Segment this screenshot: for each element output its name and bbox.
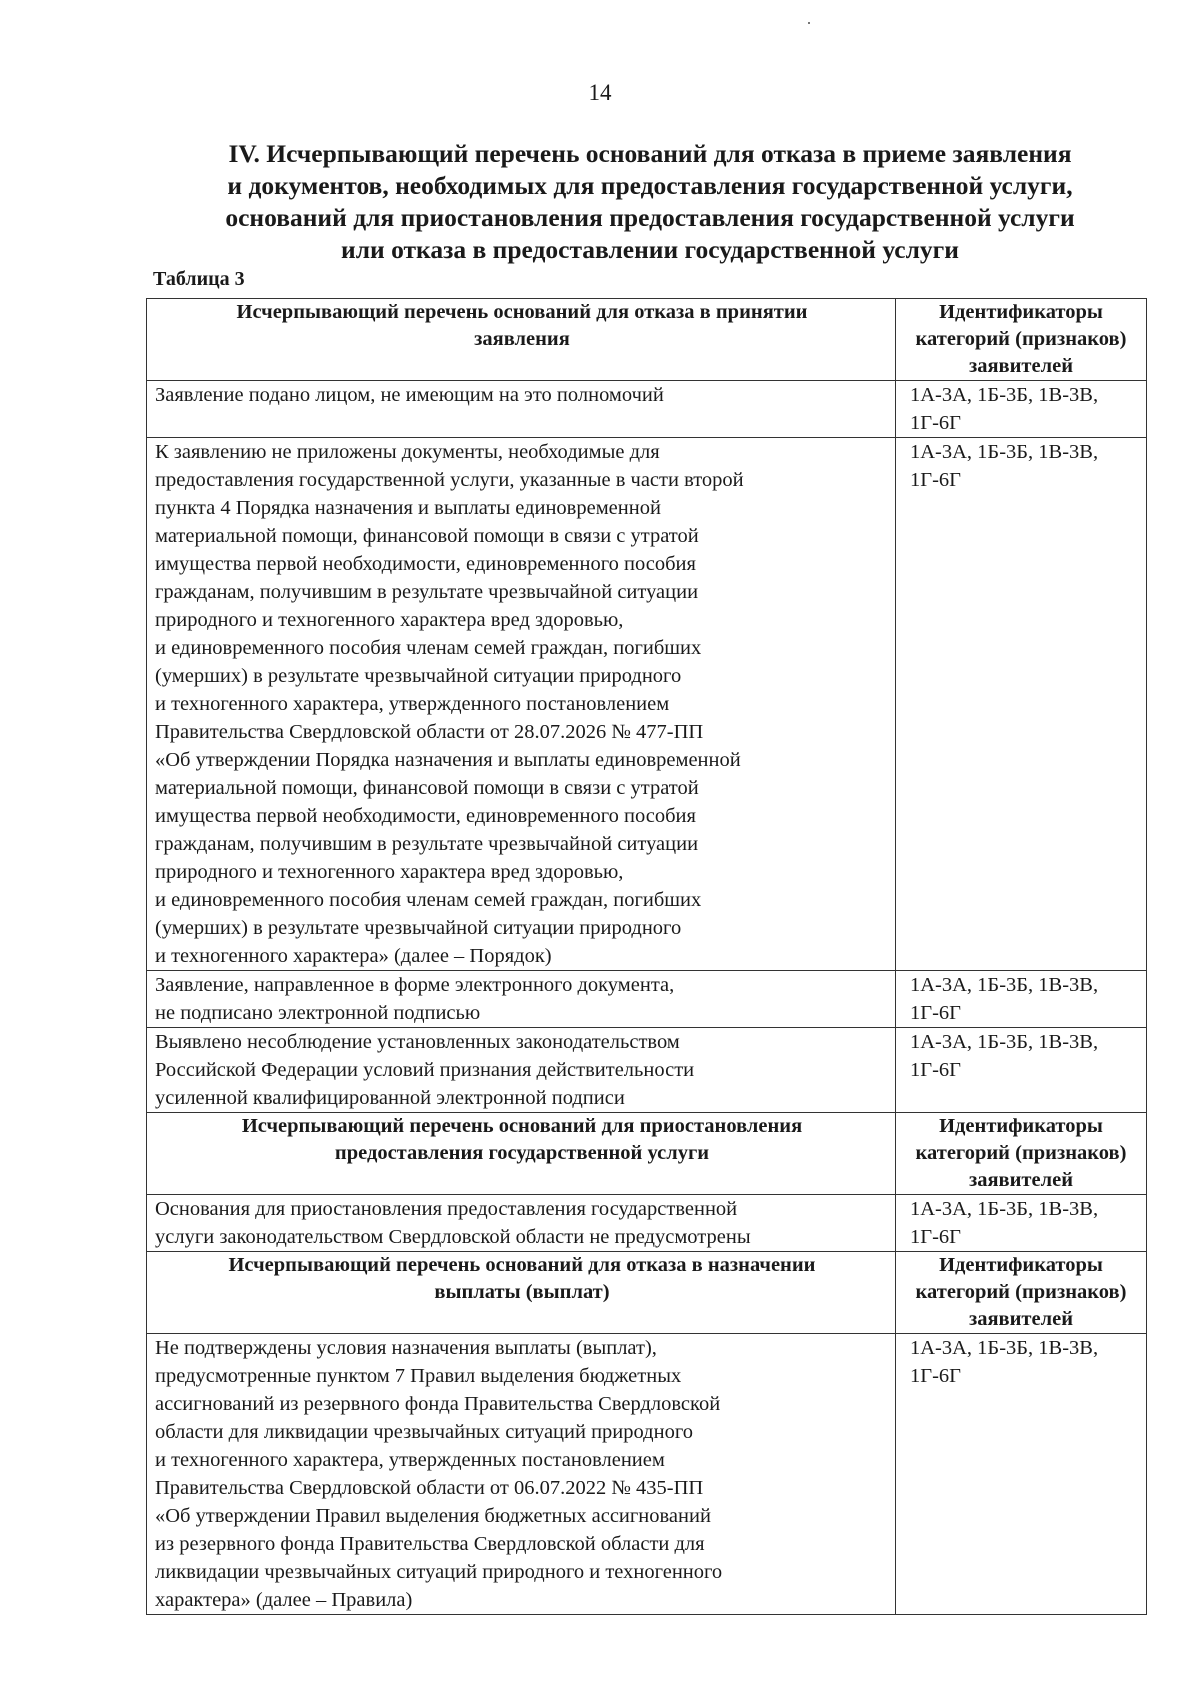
applicant-identifiers-line: 1Г-6Г xyxy=(910,1365,962,1387)
section-heading-line: выплаты (выплат) xyxy=(434,1281,610,1303)
identifiers-heading-line: категорий (признаков) xyxy=(915,328,1127,350)
scan-speck xyxy=(808,22,810,24)
identifiers-heading-line: заявителей xyxy=(968,355,1074,377)
ground-text-line: услуги законодательством Свердловской области не предусмотрены xyxy=(155,1226,751,1248)
section-title-line: и документов, необходимых для предоставления государственной услуги, xyxy=(227,171,1073,200)
applicant-identifiers-line: 1Г-6Г xyxy=(910,1226,962,1248)
ground-text-line: материальной помощи, финансовой помощи в связи с утратой xyxy=(155,777,699,799)
applicant-identifiers-line: 1Г-6Г xyxy=(910,1059,962,1081)
applicant-identifiers-line: 1А-3А, 1Б-3Б, 1В-3В, xyxy=(910,1198,1099,1220)
section-heading xyxy=(147,1113,896,1195)
table-row xyxy=(147,1028,1147,1113)
applicant-identifiers-line: 1Г-6Г xyxy=(910,1002,962,1024)
ground-text-line: «Об утверждении Правил выделения бюджетных ассигнований xyxy=(155,1505,711,1527)
section-header-row xyxy=(147,1113,1147,1195)
ground-text-line: материальной помощи, финансовой помощи в связи с утратой xyxy=(155,525,699,547)
ground-text-line: и техногенного характера» (далее – Порядок) xyxy=(155,945,552,967)
identifiers-heading-line: заявителей xyxy=(968,1308,1074,1330)
ground-text xyxy=(147,1334,896,1615)
ground-text-line: и единовременного пособия членам семей граждан, погибших xyxy=(155,889,702,911)
ground-text-line: (умерших) в результате чрезвычайной ситуации природного xyxy=(155,917,682,939)
ground-text xyxy=(147,438,896,971)
ground-text-line: природного и техногенного характера вред здоровью, xyxy=(155,861,624,883)
section-heading-line: Исчерпывающий перечень оснований для приостановления xyxy=(241,1115,803,1137)
ground-text-line: из резервного фонда Правительства Свердловской области для xyxy=(155,1533,705,1555)
identifiers-heading-line: Идентификаторы xyxy=(939,301,1103,323)
ground-text-line: Не подтверждены условия назначения выплаты (выплат), xyxy=(155,1337,657,1359)
table-row xyxy=(147,438,1147,971)
ground-text-line: пункта 4 Порядка назначения и выплаты единовременной xyxy=(155,497,661,519)
ground-text-line: Правительства Свердловской области от 06.07.2022 № 435-ПП xyxy=(155,1477,704,1499)
applicant-identifiers-line: 1А-3А, 1Б-3Б, 1В-3В, xyxy=(910,1337,1099,1359)
ground-text-line: ликвидации чрезвычайных ситуаций природного и техногенного xyxy=(155,1561,723,1583)
section-header-row xyxy=(147,1252,1147,1334)
ground-text-line: ассигнований из резервного фонда Правительства Свердловской xyxy=(155,1393,721,1415)
ground-text-line: и техногенного характера, утвержденного постановлением xyxy=(155,693,670,715)
identifiers-heading xyxy=(896,1113,1147,1195)
ground-text-line: Выявлено несоблюдение установленных законодательством xyxy=(155,1031,680,1053)
ground-text-line: имущества первой необходимости, единовременного пособия xyxy=(155,805,696,827)
applicant-identifiers-line: 1А-3А, 1Б-3Б, 1В-3В, xyxy=(910,441,1099,463)
ground-text xyxy=(147,1195,896,1252)
identifiers-heading xyxy=(896,299,1147,381)
ground-text-line: не подписано электронной подписью xyxy=(155,1002,481,1024)
applicant-identifiers xyxy=(896,1028,1147,1113)
identifiers-heading-line: Идентификаторы xyxy=(939,1254,1103,1276)
ground-text-line: Основания для приостановления предоставления государственной xyxy=(155,1198,738,1220)
section-header-row xyxy=(147,299,1147,381)
section-heading-line: Исчерпывающий перечень оснований для отказа в назначении xyxy=(228,1254,816,1276)
ground-text-line: гражданам, получившим в результате чрезвычайной ситуации xyxy=(155,833,699,855)
applicant-identifiers xyxy=(896,438,1147,971)
table-row xyxy=(147,381,1147,438)
applicant-identifiers xyxy=(896,381,1147,438)
applicant-identifiers-line: 1А-3А, 1Б-3Б, 1В-3В, xyxy=(910,1031,1099,1053)
ground-text-line: предоставления государственной услуги, указанные в части второй xyxy=(155,469,744,491)
table-row xyxy=(147,1334,1147,1615)
ground-text-line: имущества первой необходимости, единовременного пособия xyxy=(155,553,696,575)
table-label: Таблица 3 xyxy=(153,268,245,290)
identifiers-heading-line: категорий (признаков) xyxy=(915,1142,1127,1164)
ground-text-line: области для ликвидации чрезвычайных ситуаций природного xyxy=(155,1421,693,1443)
grounds-table-body xyxy=(147,299,1147,1615)
applicant-identifiers-line: 1Г-6Г xyxy=(910,412,962,434)
ground-text-line: природного и техногенного характера вред здоровью, xyxy=(155,609,624,631)
section-heading xyxy=(147,1252,896,1334)
ground-text-line: Правительства Свердловской области от 28.07.2026 № 477-ПП xyxy=(155,721,704,743)
page-number: 14 xyxy=(588,80,612,105)
ground-text-line: Заявление, направленное в форме электронного документа, xyxy=(155,974,675,996)
identifiers-heading-line: категорий (признаков) xyxy=(915,1281,1127,1303)
section-title-line: IV. Исчерпывающий перечень оснований для отказа в приеме заявления xyxy=(228,139,1072,168)
applicant-identifiers-line: 1А-3А, 1Б-3Б, 1В-3В, xyxy=(910,974,1099,996)
grounds-table xyxy=(146,298,1147,1615)
applicant-identifiers xyxy=(896,971,1147,1028)
section-heading xyxy=(147,299,896,381)
section-heading-line: заявления xyxy=(474,328,570,350)
ground-text-line: и единовременного пособия членам семей граждан, погибших xyxy=(155,637,702,659)
ground-text-line: характера» (далее – Правила) xyxy=(155,1589,413,1611)
ground-text xyxy=(147,1028,896,1113)
section-heading-line: предоставления государственной услуги xyxy=(334,1142,710,1164)
applicant-identifiers-line: 1А-3А, 1Б-3Б, 1В-3В, xyxy=(910,384,1099,406)
section-title-line: оснований для приостановления предоставления государственной услуги xyxy=(225,203,1075,232)
ground-text xyxy=(147,971,896,1028)
table-row xyxy=(147,1195,1147,1252)
identifiers-heading-line: заявителей xyxy=(968,1169,1074,1191)
identifiers-heading xyxy=(896,1252,1147,1334)
ground-text-line: «Об утверждении Порядка назначения и выплаты единовременной xyxy=(155,749,741,771)
section-title-line: или отказа в предоставлении государственной услуги xyxy=(341,235,959,264)
ground-text-line: гражданам, получившим в результате чрезвычайной ситуации xyxy=(155,581,699,603)
ground-text-line: (умерших) в результате чрезвычайной ситуации природного xyxy=(155,665,682,687)
applicant-identifiers-line: 1Г-6Г xyxy=(910,469,962,491)
section-title xyxy=(150,138,1150,266)
ground-text-line: К заявлению не приложены документы, необходимые для xyxy=(155,441,660,463)
ground-text xyxy=(147,381,896,438)
identifiers-heading-line: Идентификаторы xyxy=(939,1115,1103,1137)
section-heading-line: Исчерпывающий перечень оснований для отказа в принятии xyxy=(236,301,808,323)
ground-text-line: и техногенного характера, утвержденных постановлением xyxy=(155,1449,665,1471)
ground-text-line: Заявление подано лицом, не имеющим на это полномочий xyxy=(155,384,664,406)
applicant-identifiers xyxy=(896,1195,1147,1252)
table-row xyxy=(147,971,1147,1028)
ground-text-line: Российской Федерации условий признания действительности xyxy=(155,1059,695,1081)
applicant-identifiers xyxy=(896,1334,1147,1615)
ground-text-line: предусмотренные пунктом 7 Правил выделения бюджетных xyxy=(155,1365,682,1387)
ground-text-line: усиленной квалифицированной электронной подписи xyxy=(155,1087,625,1109)
